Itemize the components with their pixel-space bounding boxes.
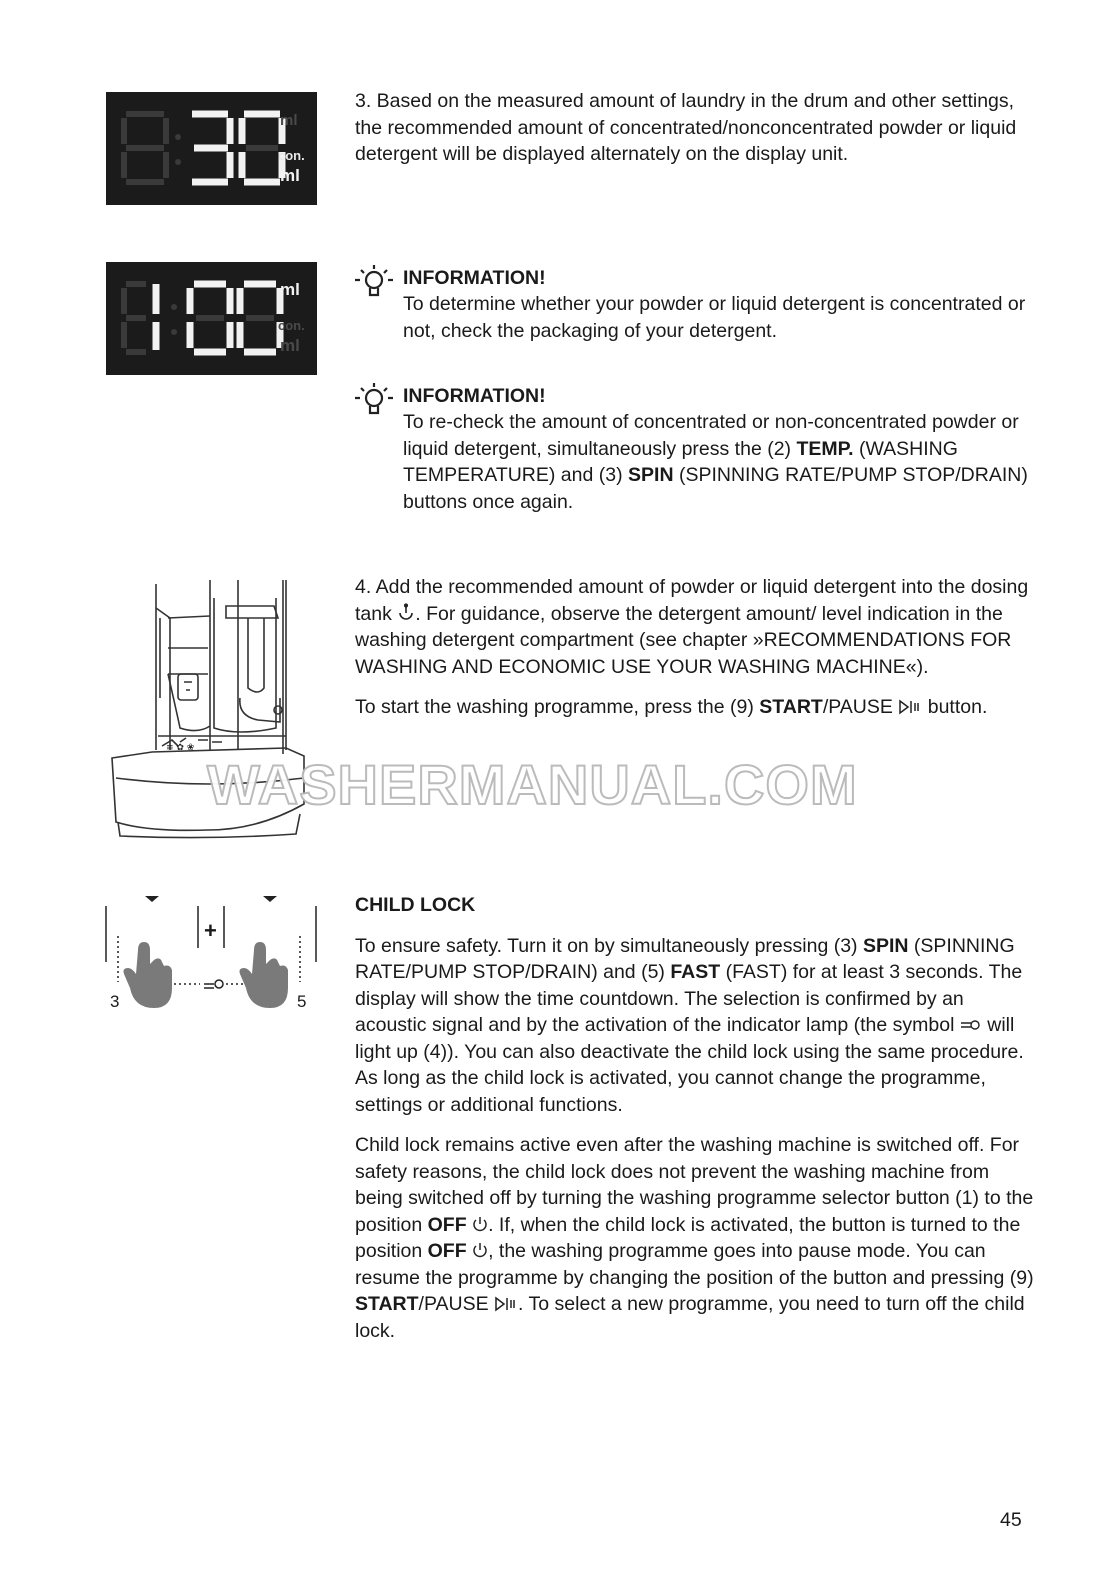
page-number: 45 (1000, 1509, 1022, 1531)
dosing-tank-icon (397, 603, 415, 623)
child-lock-paragraph-1: To ensure safety. Turn it on by simultaneously pressing (3) SPIN (SPINNING RATE/PUMP STOP/DRAIN) and (5) FAST (FAST) for at least 3 seconds. The display will show the time countdown. The selection is confirmed by an acoustic signal and by the activation of the indicator lamp (the symbol will light up (4)). You can also deactivate the child lock using the same procedure. As long as the child lock is activated, you cannot change the programme, settings or additional functions. (355, 934, 1024, 1116)
drawer-markings: ≡ ✿ ❀ (166, 743, 195, 753)
info-block-2 (403, 383, 1035, 515)
info-lightbulb-icon (353, 380, 395, 425)
child-lock-paragraph-2: Child lock remains active even after the washing machine is switched off. For safety reasons, the child lock does not prevent the washing machine from being switched off by turning the washing programme selector button (1) to the position OFF . If, when the child lock is activated, the button is turned to the position OFF , the washing programme goes into pause mode. You can resume the programme by changing the position of the button and pressing (9) START/PAUSE . To select a new programme, you need to turn off the child lock. (355, 1134, 1034, 1342)
child-lock-figure (104, 892, 320, 1019)
step-3-paragraph: 3. Based on the measured amount of laundry in the drum and other settings, the recommended amount of concentrated/nonconcentrated powder or liquid detergent will be displayed alternately on the display unit. (355, 90, 1017, 165)
power-icon (472, 1240, 488, 1258)
button-label-3: 3 (110, 992, 120, 1011)
child-lock-section (355, 892, 1035, 1344)
watermark: WASHERMANUAL.COM (207, 753, 858, 816)
play-pause-icon (898, 696, 922, 712)
step-3-text (355, 88, 1035, 168)
unit-bottom: ml (280, 166, 300, 185)
unit-top-dim: ml (280, 112, 298, 129)
unit-con-dim: con. (278, 318, 305, 333)
display-100ml (106, 262, 317, 375)
step-4-text (355, 574, 1035, 721)
plus-sign: + (204, 918, 217, 943)
play-pause-icon (494, 1293, 518, 1309)
info-lightbulb-icon (353, 262, 395, 307)
info-title: INFORMATION! (403, 267, 546, 289)
unit-con: con. (278, 148, 305, 163)
start-instruction: To start the washing programme, press the (9) START/PAUSE button. (355, 696, 988, 718)
info-block-1 (403, 265, 1033, 344)
info-text: To determine whether your powder or liquid detergent is concentrated or not, check the packaging of your detergent. (403, 293, 1026, 342)
unit-bottom-dim: ml (280, 336, 300, 355)
key-lock-icon (960, 1012, 982, 1026)
info-text: To re-check the amount of concentrated or non-concentrated powder or liquid detergent, simultaneously press the (2) TEMP. (WASHING TEMPERATURE) and (3) SPIN (SPINNING RATE/PUMP STOP/DRAIN) buttons once again. (403, 411, 1028, 513)
power-icon (472, 1214, 488, 1232)
button-label-5: 5 (297, 992, 307, 1011)
info-title: INFORMATION! (403, 385, 546, 407)
unit-top: ml (280, 280, 300, 299)
display-30ml (106, 92, 317, 205)
child-lock-heading: CHILD LOCK (355, 894, 476, 916)
step-4-paragraph: 4. Add the recommended amount of powder or liquid detergent into the dosing tank . For guidance, observe the detergent amount/ level indication in the washing detergent compartment (see chapter »RECOMMENDATIONS FOR WASHING AND ECONOMIC USE YOUR WASHING MACHINE«). (355, 576, 1029, 678)
